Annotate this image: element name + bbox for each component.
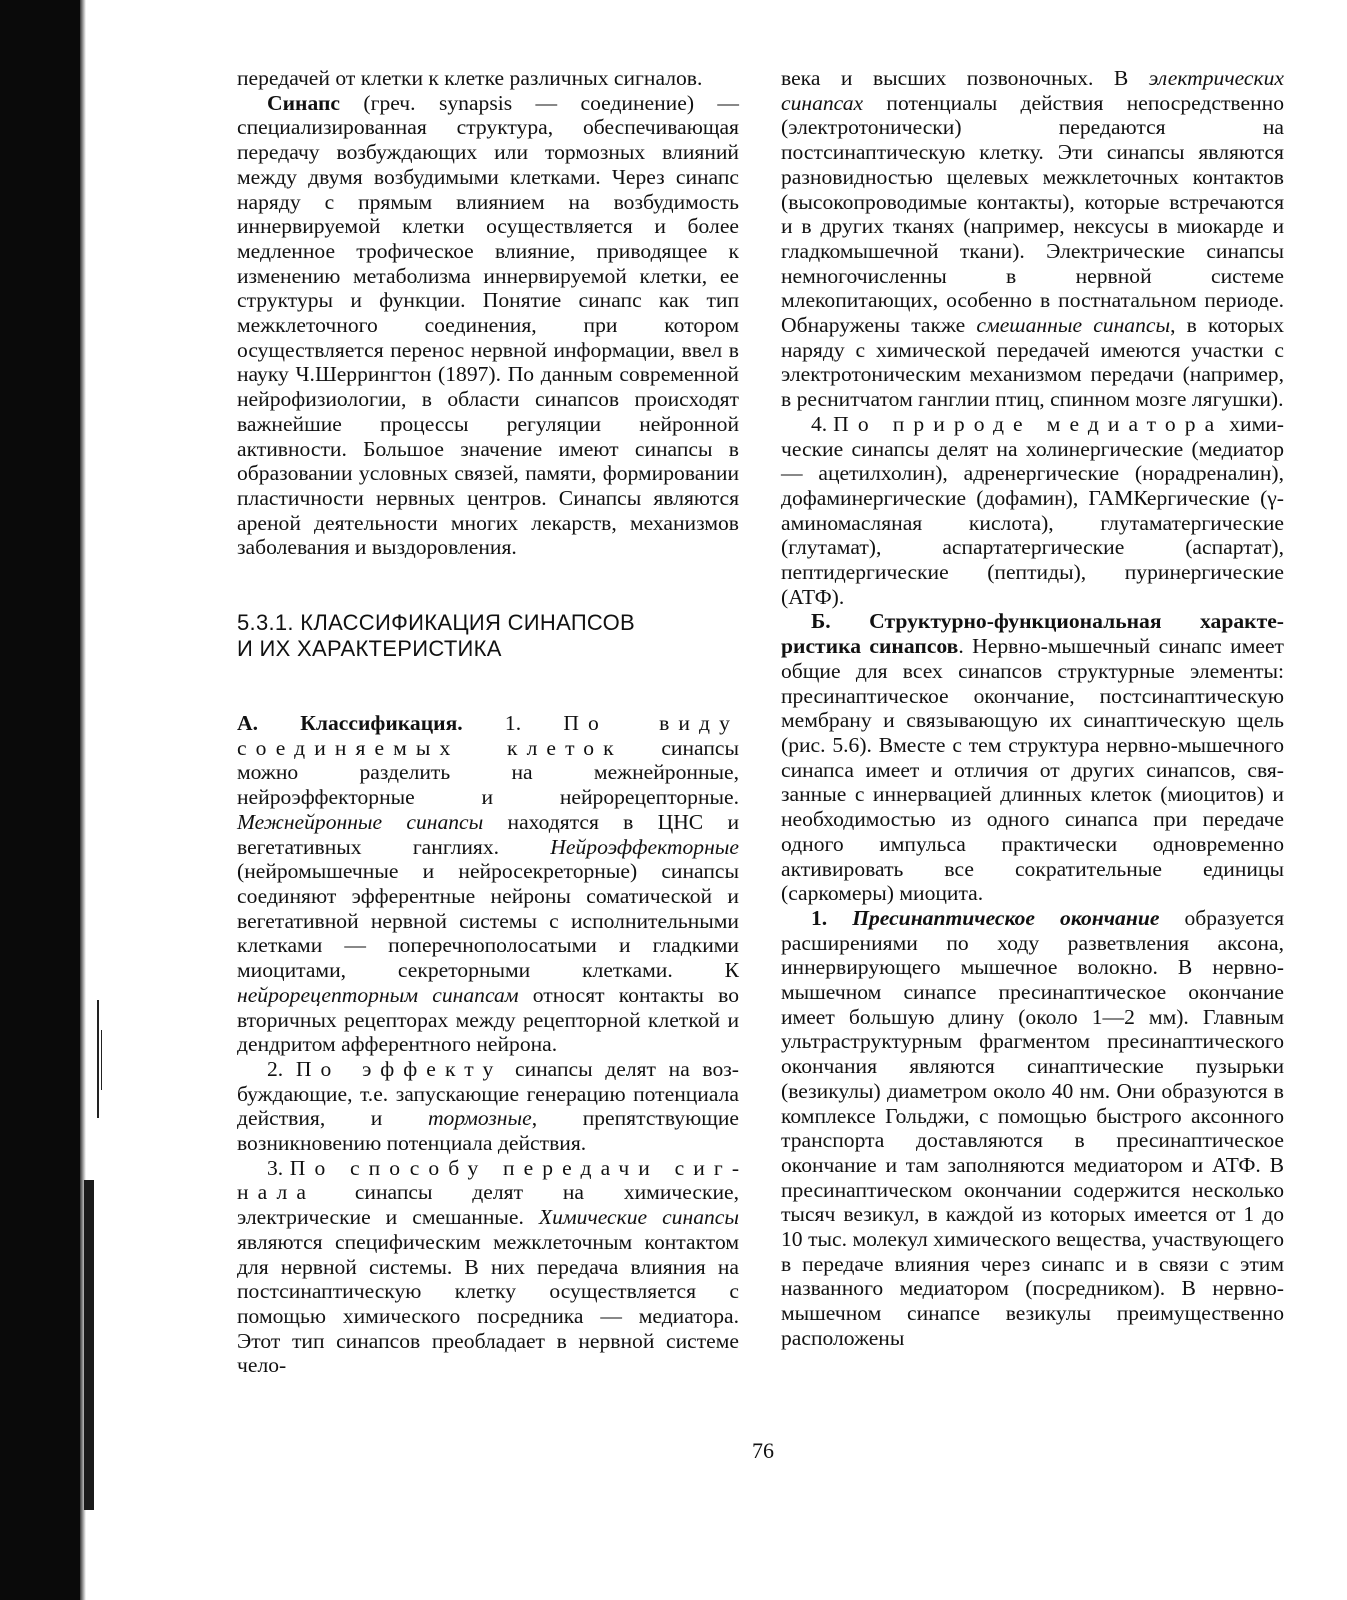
spaced-term: По способу передачи сигнала	[237, 1155, 740, 1205]
italic-term: Химические синапсы	[538, 1205, 739, 1230]
text: 3.	[267, 1155, 290, 1180]
text: синапсы делят на возбуждающие, т.е. запускающие генерацию потенциала действия, и	[237, 1056, 739, 1131]
italic-term: Межнейронные синапсы	[237, 809, 484, 834]
section-heading	[237, 610, 739, 662]
italic-term: смешанные синапсы	[976, 313, 1171, 338]
text: , в которых наряду с химической передачей имеются участки с электротоническим механизмом передачи (например, в реснитчатом ганглии птиц, спинном мозге лягушки).	[781, 313, 1284, 412]
page-number: 76	[752, 1438, 774, 1463]
text: . Нервно-мышечный синапс имеет общие для всех синапсов структурные элементы: пресинаптическое окончание, постсинаптическую мембрану и связывающую их синаптическую щель (рис. 5.6). Вместе с тем структура нервно-мышечного синапса имеет и отличия от других синапсов, связанные с иннервацией длинных клеток (миоцитов) и необходимостью из одного синапса при передаче одного импульса практически одновременно активировать все сократительные единицы (саркомеры) миоцита.	[781, 634, 1284, 906]
text: образуется расширениями по ходу разветвления аксона, иннервирующего мышечное волокно. В нервно-мышечном синапсе пресинаптическое окончание имеет большую длину (около 1—2 мм). Главным ультраструктурным фрагментом пресинаптического окончания являются синаптические пузырьки (везикулы) диаметром около 40 нм. Они образуются в комплексе Гольджи, с помощью быстрого аксонного транспорта доставляются в пресинаптическое окончание и там заполняются медиатором и АТФ. В пресинаптическом окончании содержится несколько тысяч везикул, в каждой из которых имеется от 1 до 10 тыс. молекул химического вещества, участвующего в передаче влияния через синапс и в связи с этим названного медиатором (посредником). В нервно-мышечном синапсе везикулы преимущественно расположены	[781, 905, 1284, 1350]
paragraph-synapse-definition	[237, 91, 739, 560]
italic-term: электрических синапсах	[781, 66, 1284, 115]
paragraph: передачей от клетки к клетке различных сигналов.	[237, 66, 703, 90]
paragraph-electrical-synapses	[781, 66, 1284, 412]
text: синапсы делят на химические, электрические и смешанные.	[237, 1180, 739, 1230]
section-heading-line: И ИХ ХАРАКТЕРИСТИКА	[237, 636, 502, 662]
scan-artifact	[97, 1000, 99, 1118]
subsection-lead: А. Классификация.	[237, 711, 463, 736]
scan-artifact	[84, 1180, 94, 1510]
text: , препятствующие возникновению потенциала действия.	[237, 1106, 739, 1156]
text: синапсы можно разделить на межнейронные, нейроэффекторные и нейрорецепторные.	[237, 735, 739, 810]
term-synapse: Синапс	[267, 90, 341, 115]
paragraph-classification	[237, 711, 739, 1057]
scan-dark-edge	[0, 0, 80, 1600]
scan-artifact	[101, 1030, 102, 1090]
paragraph-structure	[781, 609, 1284, 905]
paragraph-presynaptic	[781, 906, 1284, 1351]
subsection-lead: Б. Структурно-функциональная характеристика синапсов	[781, 609, 1284, 659]
left-column	[237, 66, 739, 1378]
text: 1.	[462, 711, 564, 736]
section-heading-line: 5.3.1. КЛАССИФИКАЦИЯ СИНАПСОВ	[237, 610, 636, 636]
text: 4.	[811, 411, 834, 436]
text: относят контакты во вторичных рецепторах между рецепторной клеткой и дендритом афферентного нейрона.	[237, 982, 739, 1057]
text: (греч. synapsis — соединение) — специализированная структура, обеспечивающая передачу возбуждающих или тормозных влияний между двумя возбудимыми клетками. Через синапс наряду с прямым влиянием на возбудимость иннервируемой клетки осуществляется и более медленное трофическое влияние, приводящее к изменению метаболизма иннервируемой клетки, ее структуры и функции. Понятие синапс как тип межклеточного соединения, при котором осуществляется перенос нервной информации, ввел в науку Ч.Шеррингтон (1897). По данным современной нейрофизиологии, в области синапсов происходят важнейшие процессы регуляции нейронной активности. Большое значение имеют синапсы в образовании условных связей, памяти, формировании пластичности нервных центров. Синапсы являются ареной деятельности многих лекарств, механизмов заболевания и выздоровления.	[237, 90, 739, 560]
text: находятся в ЦНС и вегетативных ганглиях.	[237, 809, 739, 859]
italic-term: тормозные	[427, 1106, 532, 1131]
right-column	[781, 66, 1284, 1351]
spaced-term: По виду соединяемых клеток	[237, 711, 739, 760]
text: 1.	[811, 905, 853, 930]
italic-term: Нейроэффекторные	[550, 834, 739, 859]
text: века и высших позвоночных. В	[781, 66, 1149, 90]
paragraph-by-effect	[237, 1057, 739, 1156]
text: 2.	[267, 1056, 296, 1081]
paragraph-by-transmission	[237, 1156, 739, 1378]
text: химические синапсы делят на холинергические (медиатор — ацетилхолин), адренергические (норадреналин), дофаминергические (дофамин), ГАМКергические (γ-аминомасляная кислота), глутаматергические (глутамат), аспартатергические (аспартат), пептидергические (пептиды), пуринергические (АТФ).	[781, 411, 1284, 609]
bold-italic-term: Пресинаптическое окончание	[852, 905, 1160, 930]
spaced-term: По природе медиатора	[833, 411, 1224, 436]
paragraph-by-mediator	[781, 412, 1284, 610]
text: являются специфическим межклеточным контактом для нервной системы. В них передача влияния на постсинаптическую клетку осуществляется с помощью химического посредника — медиатора. Этот тип синапсов преобладает в нервной системе чело-	[237, 1229, 739, 1378]
text: потенциалы действия непосредственно (электротонически) передаются на постсинаптическую клетку. Эти синапсы являются разновидностью щелевых межклеточных контактов (высокопроводимые контакты), которые встречаются и в других тканях (например, нексусы в миокарде и гладкомышечной ткани). Электрические синапсы немногочисленны в нервной системе млекопитающих, особенно в постнатальном периоде. Обнаружены также	[781, 90, 1284, 338]
text: (нейромышечные и нейросекреторные) синапсы соединяют эфферентные нейроны соматической и вегетативной нервной системы с исполнительными клетками — поперечнополосатыми и гладкими миоцитами, секреторными клетками. К	[237, 859, 739, 983]
italic-term: нейрорецепторным синапсам	[237, 982, 519, 1007]
spaced-term: По эффекту	[295, 1056, 503, 1081]
